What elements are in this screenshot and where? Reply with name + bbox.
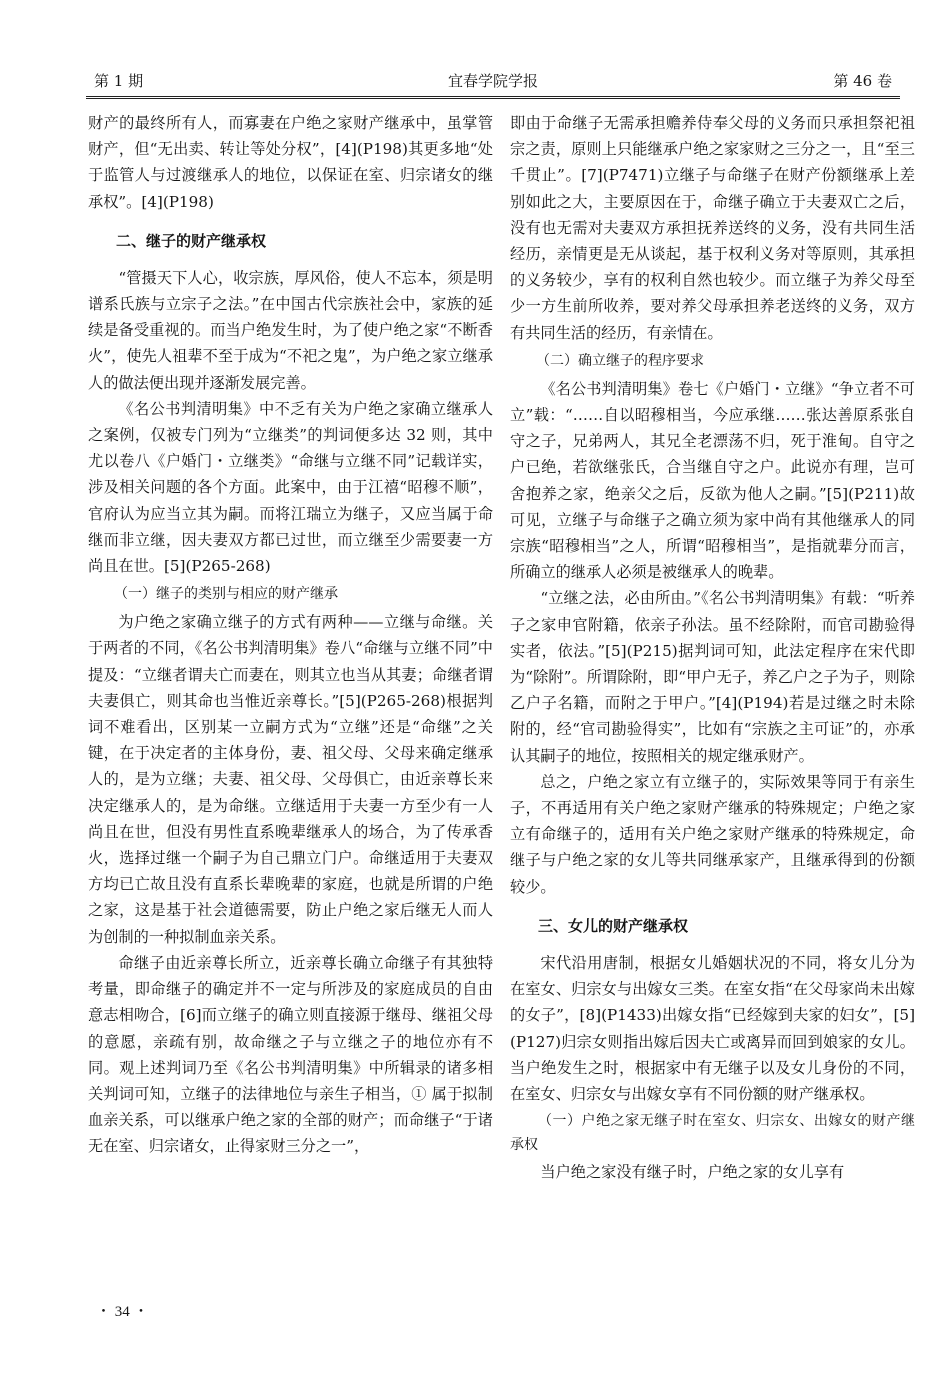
paragraph: 总之，户绝之家立有立继子的，实际效果等同于有亲生子，不再适用有关户绝之家财产继承的特殊规定；户绝之家立有命继子的，适用有关户绝之家财产继承的特殊规定，命继子与户绝之家的女儿等共同继承家产，且继承得到的份额较少。: [510, 772, 915, 896]
subsection-heading: （二）确立继子的程序要求: [536, 352, 704, 369]
section-heading: 二、继子的财产继承权: [116, 231, 267, 250]
subsection-heading: （一）继子的类别与相应的财产继承: [114, 586, 338, 603]
running-header: [86, 66, 900, 99]
page-number: ・ 34 ・: [96, 1304, 149, 1320]
paragraph: 即由于命继子无需承担赡养侍奉父母的义务而只承担祭祀祖宗之责，原则上只能继承户绝之家家财之三分之一，且“至三千贯止”。[7](P7471)立继子与命继子在财产份额继承上差别如此之大，主要原因在于，命继子确立于夫妻双亡之后，没有也无需对夫妻双方承担抚养送终的义务，没有共同生活经历，亲情更是无从谈起，基于权利义务对等原则，其承担的义务较少，享有的权利自然也较少。而立继子为养父母至少一方生前所收养，要对养父母承担养老送终的义务，双方有共同生活的经历，有亲情在。: [510, 114, 915, 342]
section-heading: 三、女儿的财产继承权: [538, 916, 689, 935]
issue-number: 第 1 期: [94, 72, 144, 90]
subsection-heading: （一）户绝之家无继子时在室女、归宗女、出嫁女的财产继承权: [510, 1113, 915, 1154]
paragraph: “立继之法，必由所由。”《名公书判清明集》有载：“听养子之家申官附籍，依亲子孙法。虽不经除附，而官司勘验得实者，依法。”[5](P215)据判词可知，此法定程序在宋代即为“除附”。所谓除附，即“甲户无子，养乙户之子为子，则除乙户子名籍，而附之于甲户。”[4](P194)若是过继之时未除附的，经“官司勘验得实”，比如有“宗族之主可证”的，亦承认其嗣子的地位，按照相关的规定继承财产。: [510, 589, 915, 765]
left-column: [88, 110, 493, 1160]
paragraph: 财产的最终所有人，而寡妻在户绝之家财产继承中，虽掌管财产，但“无出卖、转让等处分权”，[4](P198)其更多地“处于监管人与过渡继承人的地位，以保证在室、归宗诸女的继承权”。[4](P198): [88, 114, 493, 211]
paragraph: 命继子由近亲尊长所立，近亲尊长确立命继子有其独特考量，即命继子的确定并不一定与所涉及的家庭成员的自由意志相吻合，[6]而立继子的确立则直接源于继母、继祖父母的意愿，亲疏有别，故命继之子与立继之子的地位亦有不同。观上述判词乃至《名公书判清明集》中所辑录的诸多相关判词可知，立继子的法律地位与亲生子相当，① 属于拟制血亲关系，可以继承户绝之家的全部的财产；而命继子“于诸无在室、归宗诸女，止得家财三分之一”，: [88, 953, 493, 1156]
paragraph: 为户绝之家确立继子的方式有两种——立继与命继。关于两者的不同，《名公书判清明集》卷八“命继与立继不同”中提及：“立继者谓夫亡而妻在，则其立也当从其妻；命继者谓夫妻俱亡，则其命也当惟近亲尊长。”[5](P265-268)根据判词不难看出，区别某一立嗣方式为“立继”还是“命继”之关键，在于决定者的主体身份，妻、祖父母、父母来确定继承人的，是为立继；夫妻、祖父母、父母俱亡，由近亲尊长来决定继承人的，是为命继。立继适用于夫妻一方至少有一人尚且在世，但没有男性直系晚辈继承人的场合，为了传承香火，选择过继一个嗣子为自己鼎立门户。命继适用于夫妻双方均已亡故且没有直系长辈晚辈的家庭，也就是所谓的户绝之家，这是基于社会道德需要，防止户绝之家后继无人而人为创制的一种拟制血亲关系。: [88, 613, 493, 946]
paragraph: 当户绝之家没有继子时，户绝之家的女儿享有: [540, 1163, 845, 1182]
paragraph: 《名公书判清明集》中不乏有关为户绝之家确立继承人之案例，仅被专门列为“立继类”的判词便多达 32 则，其中尤以卷八《户婚门・立继类》“命继与立继不同”记载详实，涉及相关问题的各个方面。此案中，由于江禧“昭穆不顺”，官府认为应当立其为嗣。而将江瑞立为继子，又应当属于命继而非立继，因夫妻双方都已过世，而立继至少需要妻一方尚且在世。[5](P265-268): [88, 399, 493, 576]
right-column: [510, 110, 915, 1185]
paragraph: “管摄天下人心，收宗族，厚风俗，使人不忘本，须是明谱系氏族与立宗子之法。”在中国古代宗族社会中，家族的延续是备受重视的。而当户绝发生时，为了使户绝之家“不断香火”，使先人祖辈不至于成为“不祀之鬼”，为户绝之家立继承人的做法便出现并逐渐发展完善。: [88, 268, 493, 392]
journal-title: 宜春学院学报: [447, 72, 538, 90]
volume-number: 第 46 卷: [833, 72, 892, 90]
paragraph: 《名公书判清明集》卷七《户婚门・立继》“争立者不可立”载：“……自以昭穆相当，今应承继……张达善原系张自守之子，兄弟两人，其兄全老漂荡不归，死于淮甸。自守之户已绝，若欲继张氏，合当继自守之户。此说亦有理，岂可舍抱养之家，绝亲父之后，反欲为他人之嗣。”[5](P211)故可见，立继子与命继子之确立须为家中尚有其他继承人的同宗族“昭穆相当”之人，所谓“昭穆相当”，是指就辈分而言，所确立的继承人必须是被继承人的晚辈。: [510, 379, 915, 582]
paragraph: 宋代沿用唐制，根据女儿婚姻状况的不同，将女儿分为在室女、归宗女与出嫁女三类。在室女指“在父母家尚未出嫁的女子”，[8](P1433)出嫁女指“已经嫁到夫家的妇女”，[5](P127)归宗女则指出嫁后因夫亡或离异而回到娘家的女儿。当户绝发生之时，根据家中有无继子以及女儿身份的不同，在室女、归宗女与出嫁女享有不同份额的财产继承权。: [510, 953, 915, 1103]
